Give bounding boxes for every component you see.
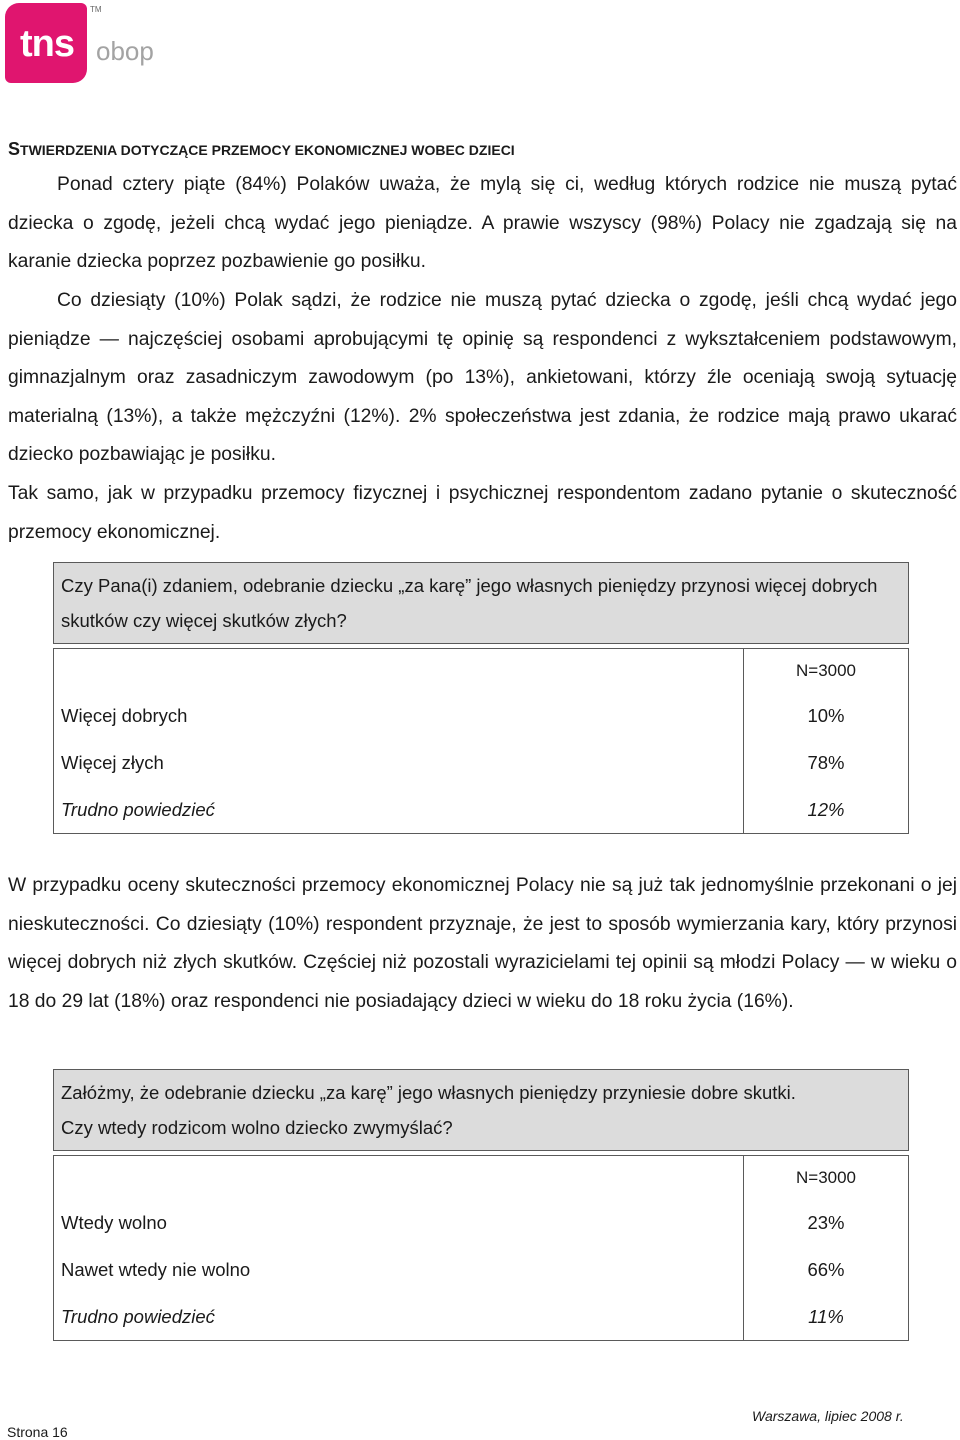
table-n-header: N=3000 (744, 649, 909, 693)
table-row-value: 66% (744, 1246, 909, 1293)
table-row-value: 10% (744, 692, 909, 739)
table-question: Czy Pana(i) zdaniem, odebranie dziecku „za karę” jego własnych pieniędzy przynosi więcej dobrych skutków czy więcej skutków złych? (54, 563, 909, 644)
table-row-label: Wtedy wolno (54, 1199, 744, 1246)
survey-table-2 (53, 1069, 909, 1341)
table-row-value: 11% (744, 1293, 909, 1341)
table-row-label: Trudno powiedzieć (54, 786, 744, 834)
table-n-header: N=3000 (744, 1156, 909, 1200)
table-row-value: 12% (744, 786, 909, 834)
paragraph-1: Ponad cztery piąte (84%) Polaków uważa, że mylą się ci, według których rodzice nie muszą pytać dziecka o zgodę, jeżeli chcą wydać jego pieniądze. A prawie wszyscy (98%) Polacy nie zgadzają się na karanie dziecka poprzez pozbawienie go posiłku. (8, 174, 957, 273)
table-row-label: Więcej złych (54, 739, 744, 786)
table-row-value: 78% (744, 739, 909, 786)
logo-obop-text: obop (96, 36, 154, 66)
page-number: Strona 16 (7, 1424, 68, 1440)
table-row-label: Trudno powiedzieć (54, 1293, 744, 1341)
heading-initial: S (8, 139, 21, 159)
paragraph-3: Tak samo, jak w przypadku przemocy fizycznej i psychicznej respondentom zadano pytanie o skuteczność przemocy ekonomicznej. (8, 483, 957, 543)
table-row-label: Nawet wtedy nie wolno (54, 1246, 744, 1293)
table-row-value: 23% (744, 1199, 909, 1246)
logo-trademark: TM (90, 5, 102, 14)
table-question-line-2: Czy wtedy rodzicom wolno dziecko zwymyślać? (61, 1117, 453, 1138)
paragraph-4: W przypadku oceny skuteczności przemocy ekonomicznej Polacy nie są już tak jednomyślnie przekonani o jej nieskuteczności. Co dziesiąty (10%) respondent przyznaje, że jest to sposób wymierzania kary, który przynosi więcej dobrych niż złych skutków. Częściej niż pozostali wyrazicielami tej opinii są młodzi Polacy — w wieku o 18 do 29 lat (18%) oraz respondenci nie posiadający dzieci w wieku do 18 roku życia (16%). (8, 875, 957, 1012)
table-header-empty (54, 1156, 744, 1200)
table-row-label: Więcej dobrych (54, 692, 744, 739)
logo-tns-text: tns (20, 23, 74, 65)
survey-table-1 (53, 562, 909, 834)
section-heading (8, 139, 515, 160)
tns-obop-logo (5, 3, 155, 83)
paragraph-2: Co dziesiąty (10%) Polak sądzi, że rodzice nie muszą pytać dziecka o zgodę, jeśli chcą wydać jego pieniądze — najczęściej osobami aprobującymi tę opinię są respondenci z wykształceniem podstawowym, gimnazjalnym oraz zasadniczym zawodowym (po 13%), ankietowani, którzy źle oceniają swoją sytuację materialną (13%), a także mężczyźni (12%). 2% społeczeństwa jest zdania, że rodzice mają prawo ukarać dziecko pozbawiając je posiłku. (8, 290, 957, 466)
logo-mark (5, 3, 87, 83)
heading-rest: TWIERDZENIA DOTYCZĄCE PRZEMOCY EKONOMICZNEJ WOBEC DZIECI (20, 142, 515, 158)
place-date: Warszawa, lipiec 2008 r. (752, 1408, 904, 1424)
table-question (54, 1070, 909, 1151)
table-header-empty (54, 649, 744, 693)
table-question-line-1: Załóżmy, że odebranie dziecku „za karę” jego własnych pieniędzy przyniesie dobre skutki. (61, 1082, 796, 1103)
